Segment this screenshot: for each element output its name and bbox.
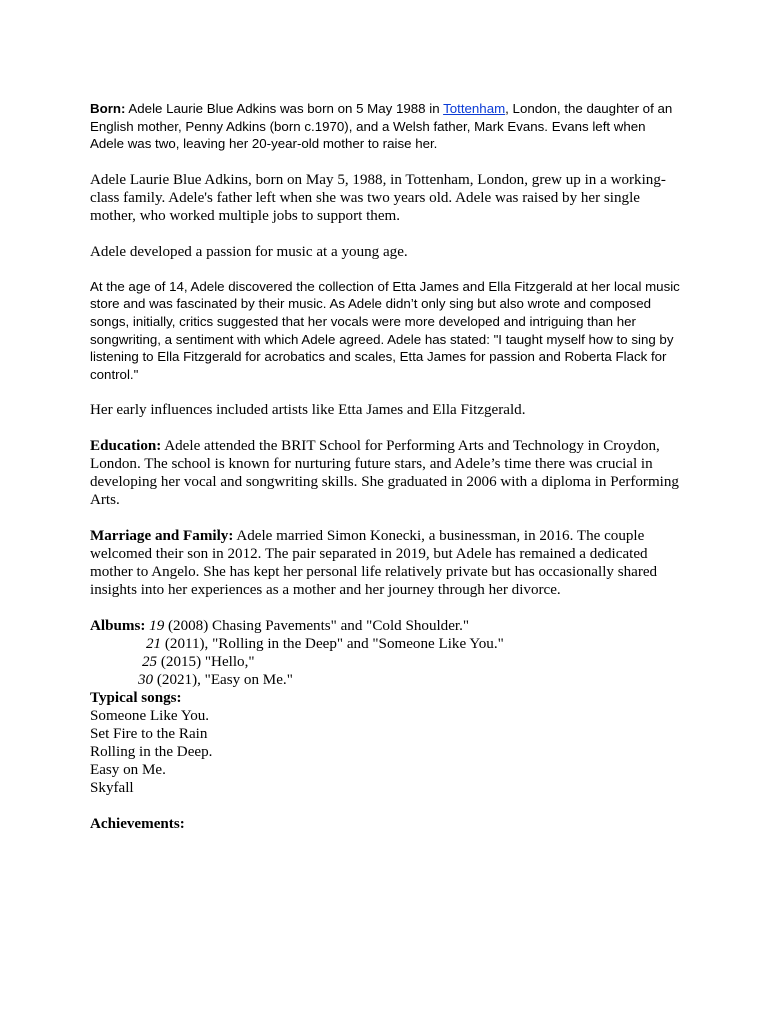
song-item: Rolling in the Deep. bbox=[90, 744, 213, 761]
achievements-label: Achievements: bbox=[90, 816, 185, 833]
album-title: 30 bbox=[138, 672, 154, 689]
album-details: (2011), "Rolling in the Deep" and "Someone Like You." bbox=[161, 636, 504, 653]
album-title: 21 bbox=[146, 636, 162, 653]
born-text-after-link: , London, the daughter of an English mother, Penny Adkins (born c.1970), and a Welsh father, Mark Evans. Evans left when Adele was two, leaving her 20-year-old mother to raise her. bbox=[90, 101, 673, 152]
achievements-heading bbox=[90, 815, 680, 833]
album-details: (2021), "Easy on Me." bbox=[153, 672, 293, 689]
education-text: Adele attended the BRIT School for Performing Arts and Technology in Croydon, London. The school is known for nurturing future stars, and Adele’s time there was crucial in developing her vocal and songwriting skills. She graduated in 2006 with a diploma in Performing Arts. bbox=[90, 438, 679, 509]
album-details: (2008) Chasing Pavements" and "Cold Shoulder." bbox=[164, 618, 470, 635]
albums-section bbox=[90, 617, 680, 689]
album-details: (2015) "Hello," bbox=[157, 654, 255, 671]
marriage-paragraph bbox=[90, 527, 680, 599]
typical-songs-section bbox=[90, 689, 680, 797]
document-page bbox=[90, 100, 680, 833]
album-line-4 bbox=[90, 671, 680, 689]
song-item: Set Fire to the Rain bbox=[90, 726, 208, 743]
early-life-paragraph: Adele Laurie Blue Adkins, born on May 5, 1988, in Tottenham, London, grew up in a working-class family. Adele's father left when she was two years old. Adele was raised by her single mother, who worked multiple jobs to support them. bbox=[90, 171, 666, 224]
passion-paragraph: Adele developed a passion for music at a young age. bbox=[90, 243, 408, 260]
education-label: Education: bbox=[90, 438, 162, 455]
song-item: Easy on Me. bbox=[90, 762, 166, 779]
albums-label: Albums: bbox=[90, 618, 146, 635]
album-line-1 bbox=[90, 617, 680, 635]
song-item: Skyfall bbox=[90, 780, 134, 797]
marriage-label: Marriage and Family: bbox=[90, 528, 234, 545]
album-line-3 bbox=[90, 653, 680, 671]
song-item: Someone Like You. bbox=[90, 708, 210, 725]
born-paragraph bbox=[90, 100, 680, 153]
born-text-before-link: Adele Laurie Blue Adkins was born on 5 May 1988 in bbox=[125, 101, 444, 116]
age14-paragraph: At the age of 14, Adele discovered the collection of Etta James and Ella Fitzgerald at her local music store and was fascinated by their music. As Adele didn’t only sing but also wrote and composed songs, initially, critics suggested that her vocals were more developed and intriguing than her songwriting, a sentiment with which Adele agreed. Adele has stated: "I taught myself how to sing by listening to Ella Fitzgerald for acrobatics and scales, Etta James for passion and Roberta Flack for control." bbox=[90, 278, 680, 382]
tottenham-link[interactable]: Tottenham bbox=[443, 101, 506, 116]
album-title: 19 bbox=[149, 618, 165, 635]
album-line-2 bbox=[90, 635, 680, 653]
born-label: Born: bbox=[90, 101, 126, 116]
typical-songs-label: Typical songs: bbox=[90, 690, 182, 707]
marriage-text: Adele married Simon Konecki, a businessman, in 2016. The couple welcomed their son in 2012. The pair separated in 2019, but Adele has remained a dedicated mother to Angelo. She has kept her personal life relatively private but has occasionally shared insights into her experiences as a mother and her journey through her divorce. bbox=[90, 528, 658, 599]
typical-songs-heading bbox=[90, 689, 680, 707]
album-title: 25 bbox=[142, 654, 158, 671]
education-paragraph bbox=[90, 437, 680, 509]
influences-paragraph: Her early influences included artists like Etta James and Ella Fitzgerald. bbox=[90, 402, 526, 419]
